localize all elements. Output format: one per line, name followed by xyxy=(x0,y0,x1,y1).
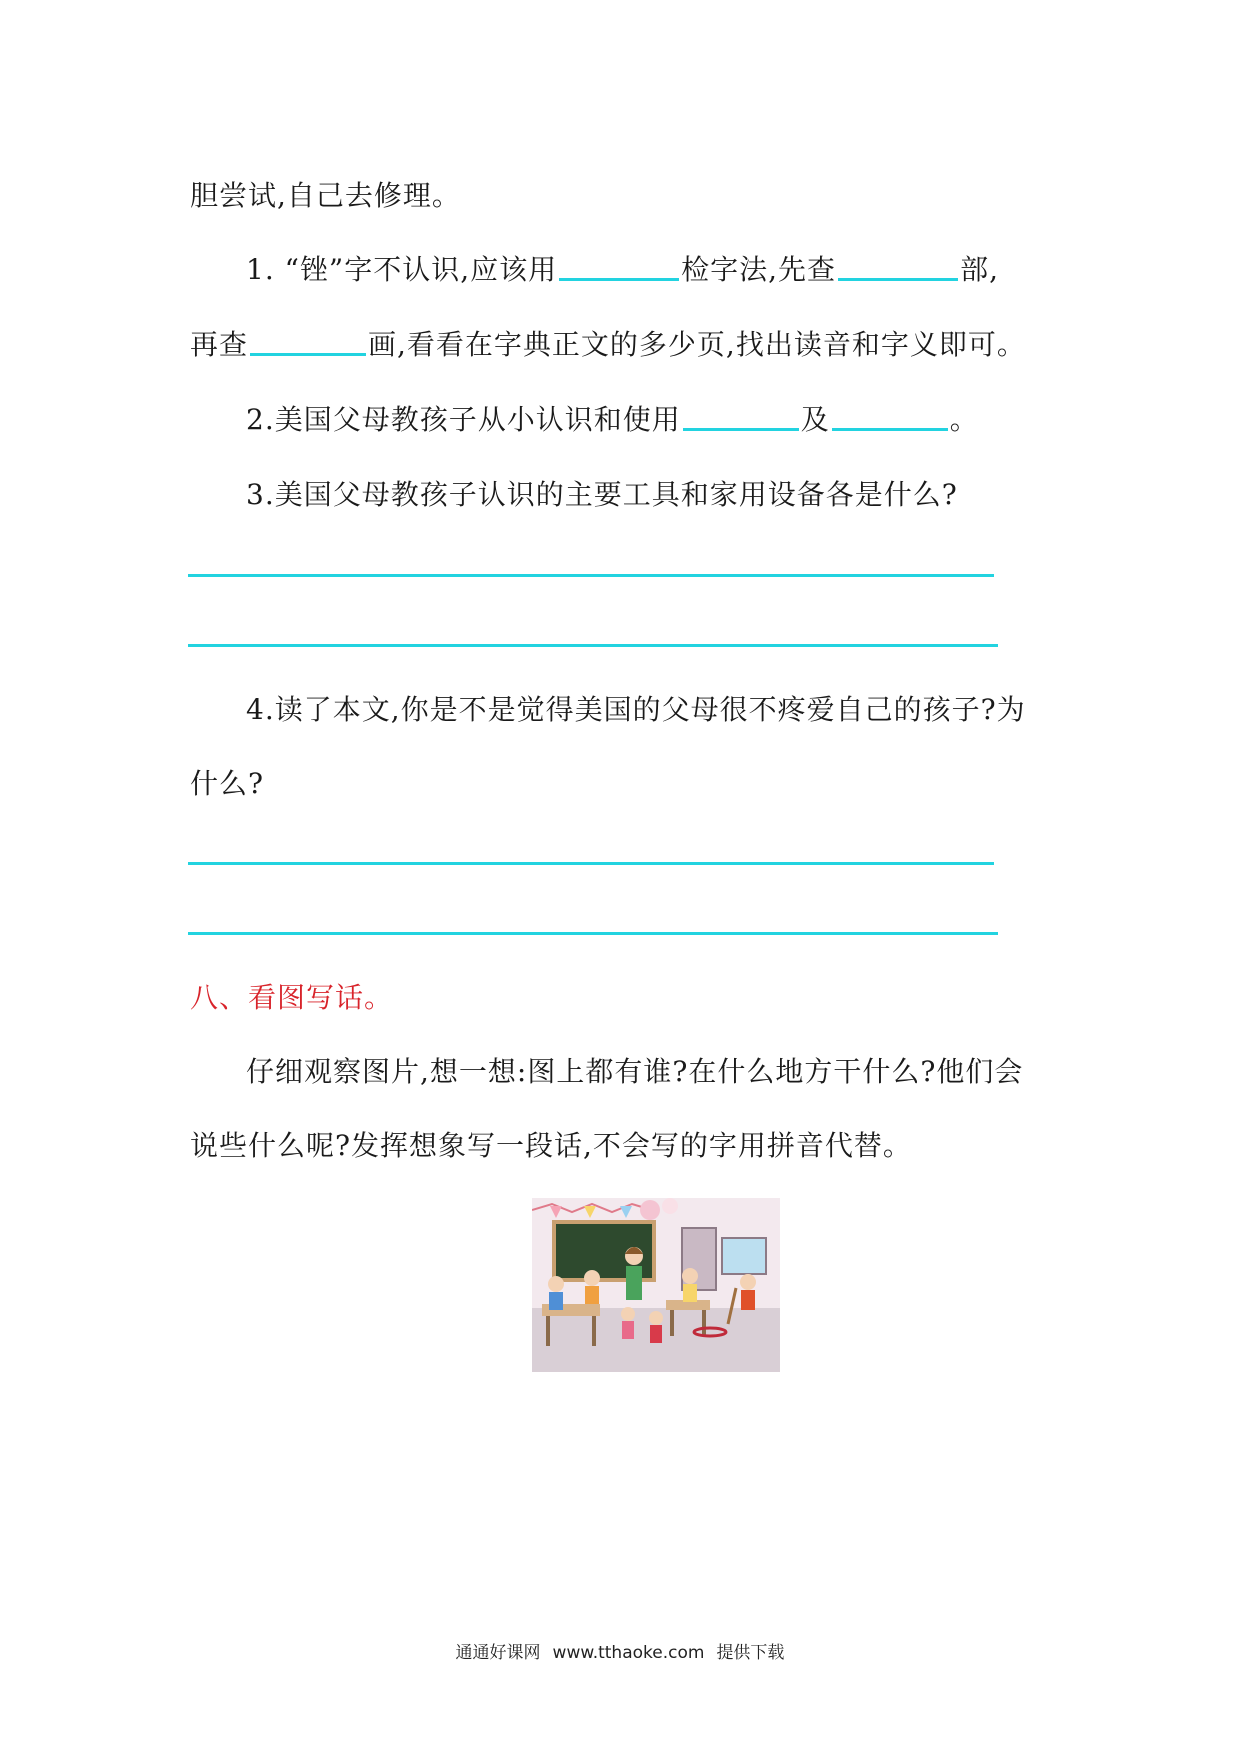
answer-blank[interactable] xyxy=(559,254,679,281)
classroom-illustration xyxy=(532,1198,780,1372)
paragraph-end: 胆尝试,自己去修理。 xyxy=(190,179,461,212)
section-8-title: 八、看图写话。 xyxy=(190,981,394,1014)
answer-line[interactable] xyxy=(188,862,994,865)
answer-blank[interactable] xyxy=(250,329,366,356)
question-4-line-1: 4.读了本文,你是不是觉得美国的父母很不疼爱自己的孩子?为 xyxy=(246,693,1026,726)
footer-url[interactable]: www.tthaoke.com xyxy=(552,1643,705,1663)
answer-line[interactable] xyxy=(188,932,998,935)
footer-suffix: 提供下载 xyxy=(716,1643,785,1663)
section-8-instruction-2: 说些什么呢?发挥想象写一段话,不会写的字用拼音代替。 xyxy=(190,1129,912,1162)
question-3: 3.美国父母教孩子认识的主要工具和家用设备各是什么? xyxy=(246,478,958,511)
answer-line[interactable] xyxy=(188,644,998,647)
footer-site: 通通好课网 xyxy=(455,1643,541,1663)
question-4-line-2: 什么? xyxy=(190,767,265,800)
answer-line[interactable] xyxy=(188,574,994,577)
answer-blank[interactable] xyxy=(838,254,958,281)
question-1-line-1: 1. “锉”字不认识,应该用 检字法,先查 部, xyxy=(246,253,999,286)
question-1-line-2: 再查 画,看看在字典正文的多少页,找出读音和字义即可。 xyxy=(190,328,1026,361)
section-8-instruction-1: 仔细观察图片,想一想:图上都有谁?在什么地方干什么?他们会 xyxy=(246,1055,1024,1088)
footer xyxy=(0,1638,1240,1663)
answer-blank[interactable] xyxy=(832,404,948,431)
answer-blank[interactable] xyxy=(683,404,799,431)
question-2: 2.美国父母教孩子从小认识和使用 及 。 xyxy=(246,403,979,436)
